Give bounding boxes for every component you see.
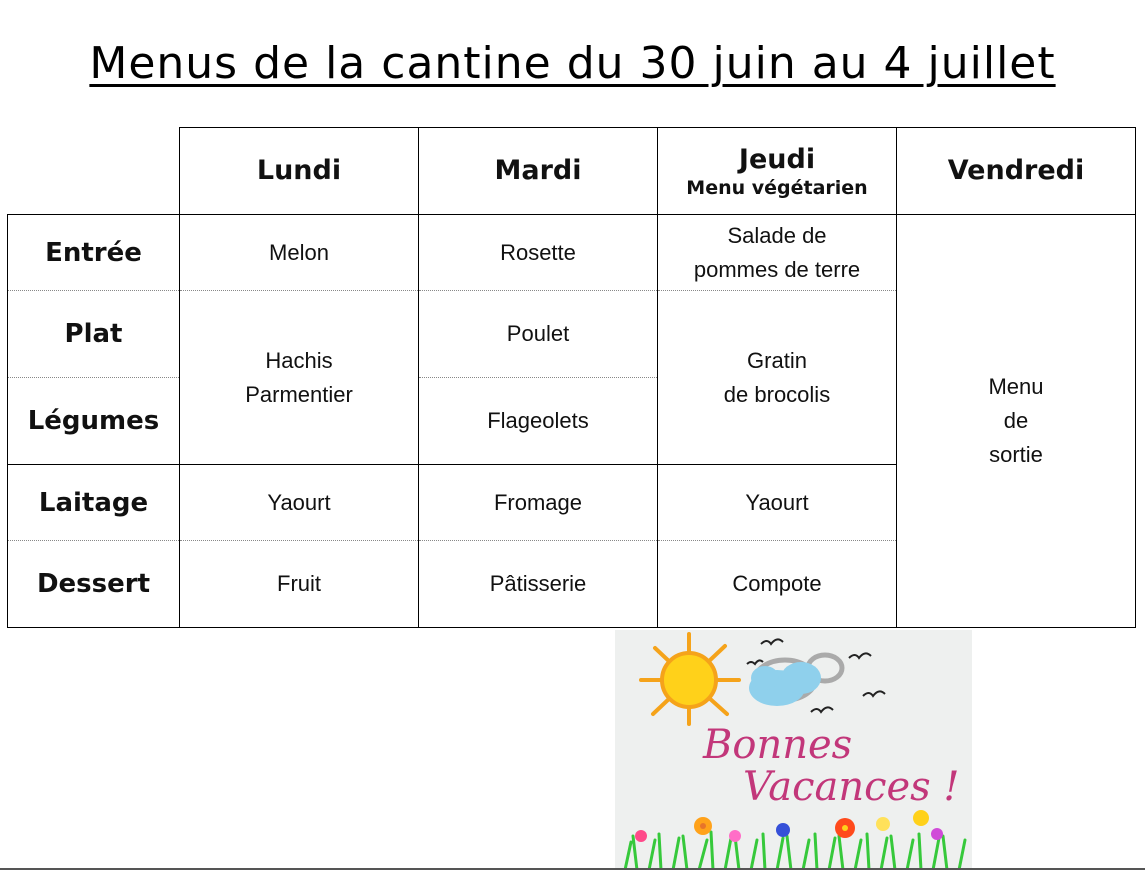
friday-line3: sortie bbox=[989, 442, 1043, 467]
thursday-plat bbox=[658, 291, 897, 465]
thursday-plat-line1: Gratin bbox=[747, 347, 807, 373]
monday-plat bbox=[180, 291, 419, 465]
day-header-tuesday: Mardi bbox=[419, 128, 658, 215]
monday-plat-line1: Hachis bbox=[265, 347, 333, 373]
day-header-thursday-label: Jeudi bbox=[738, 144, 816, 175]
tuesday-plat: Poulet bbox=[419, 291, 658, 378]
sun-icon bbox=[641, 634, 739, 724]
corner-cell bbox=[8, 128, 180, 215]
vacation-drawing bbox=[615, 630, 972, 870]
category-laitage: Laitage bbox=[8, 465, 180, 541]
monday-dessert: Fruit bbox=[180, 541, 419, 628]
vacation-illustration bbox=[615, 630, 972, 870]
category-dessert: Dessert bbox=[8, 541, 180, 628]
page-title: Menus de la cantine du 30 juin au 4 juillet bbox=[89, 38, 1056, 89]
day-header-thursday bbox=[658, 128, 897, 215]
page-title-wrapper bbox=[0, 38, 1145, 89]
category-legumes: Légumes bbox=[8, 378, 180, 465]
vegetarian-note: Menu végétarien bbox=[686, 177, 868, 199]
vacances-text: Vacances ! bbox=[743, 764, 960, 810]
header-row bbox=[8, 128, 1136, 215]
friday-menu bbox=[897, 215, 1136, 628]
tuesday-laitage: Fromage bbox=[419, 465, 658, 541]
category-entree: Entrée bbox=[8, 215, 180, 291]
thursday-entree-line2: pommes de terre bbox=[693, 256, 861, 282]
flowers-icon bbox=[635, 810, 943, 842]
thursday-plat-line2: de brocolis bbox=[723, 381, 831, 407]
friday-line1: Menu bbox=[988, 374, 1044, 399]
menu-table bbox=[7, 127, 1136, 628]
bonnes-text: Bonnes bbox=[703, 722, 853, 768]
table-row-entree bbox=[8, 215, 1136, 291]
monday-laitage: Yaourt bbox=[180, 465, 419, 541]
cloud-icon bbox=[749, 655, 842, 706]
monday-entree: Melon bbox=[180, 215, 419, 291]
tuesday-entree: Rosette bbox=[419, 215, 658, 291]
thursday-laitage: Yaourt bbox=[658, 465, 897, 541]
grass-icon bbox=[625, 832, 965, 870]
tuesday-legumes: Flageolets bbox=[419, 378, 658, 465]
monday-plat-line2: Parmentier bbox=[245, 381, 353, 407]
thursday-entree-line1: Salade de bbox=[727, 222, 827, 248]
day-header-monday: Lundi bbox=[180, 128, 419, 215]
friday-line2: de bbox=[1003, 408, 1029, 433]
thursday-entree bbox=[658, 215, 897, 291]
day-header-friday: Vendredi bbox=[897, 128, 1136, 215]
category-plat: Plat bbox=[8, 291, 180, 378]
thursday-dessert: Compote bbox=[658, 541, 897, 628]
tuesday-dessert: Pâtisserie bbox=[419, 541, 658, 628]
